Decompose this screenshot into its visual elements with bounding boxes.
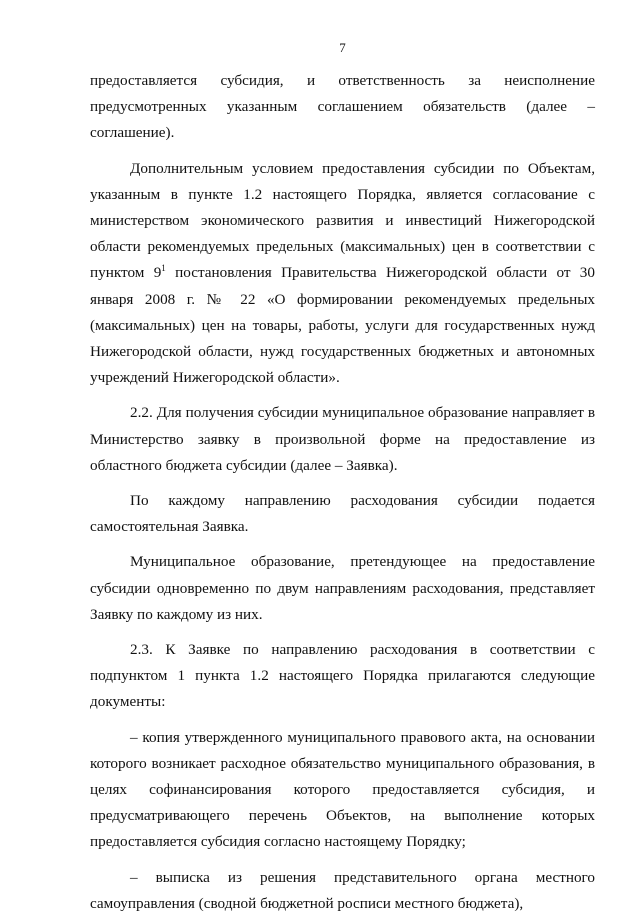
paragraph-1 (90, 68, 595, 147)
paragraph-4 (90, 488, 595, 540)
paragraph-8-text: – выписка из решения представительного органа местного самоуправления (сводной бюджетной росписи местного бюджета), (90, 868, 595, 912)
paragraph-4-text: По каждому направлению расходования субсидии подается самостоятельная Заявка. (90, 492, 595, 536)
paragraph-6-text: 2.3. К Заявке по направлению расходования в соответствии с подпунктом 1 пункта 1.2 настоящего Порядка прилагаются следующие документы: (90, 641, 595, 711)
paragraph-5 (90, 549, 595, 628)
paragraph-8 (90, 865, 595, 917)
paragraph-2-text-after: постановления Правительства Нижегородской области от 30 января 2008 г. № 22 «О формировании рекомендуемых предельных (максимальных) цен на товары, работы, услуги для государственных нужд Нижегородской области, нужд государственных бюджетных и автономных учреждений Нижегородской области». (90, 264, 595, 387)
paragraph-3 (90, 400, 595, 479)
paragraph-3-text: 2.2. Для получения субсидии муниципальное образование направляет в Министерство заявку в произвольной форме на предоставление из областного бюджета субсидии (далее – Заявка). (90, 404, 595, 474)
paragraph-7 (90, 725, 595, 856)
paragraph-2-superscript: 1 (161, 263, 166, 274)
paragraph-2-text: Дополнительным условием предоставления субсидии по Объектам, указанным в пункте 1.2 настоящего Порядка, является согласование с министерством экономического развития и инвестиций Нижегородской области рекомендуемых предельных (максимальных) цен в соответствии с пунктом 9 (90, 159, 595, 282)
paragraph-2 (90, 156, 595, 392)
paragraph-7-text: – копия утвержденного муниципального правового акта, на основании которого возникает расходное обязательство муниципального образования, в целях софинансирования которого предоставляется субсидия, и предусматривающего перечень Объектов, на выполнение которых предоставляется субсидия согласно настоящему Порядку; (90, 728, 595, 851)
paragraph-6 (90, 637, 595, 716)
paragraph-5-text: Муниципальное образование, претендующее на предоставление субсидии одновременно по двум направлениям расходования, представляет Заявку по каждому из них. (90, 553, 595, 623)
page-number: 7 (339, 40, 346, 55)
paragraph-1-text: предоставляется субсидия, и ответственность за неисполнение предусмотренных указанным соглашением обязательств (далее – соглашение). (90, 72, 595, 142)
